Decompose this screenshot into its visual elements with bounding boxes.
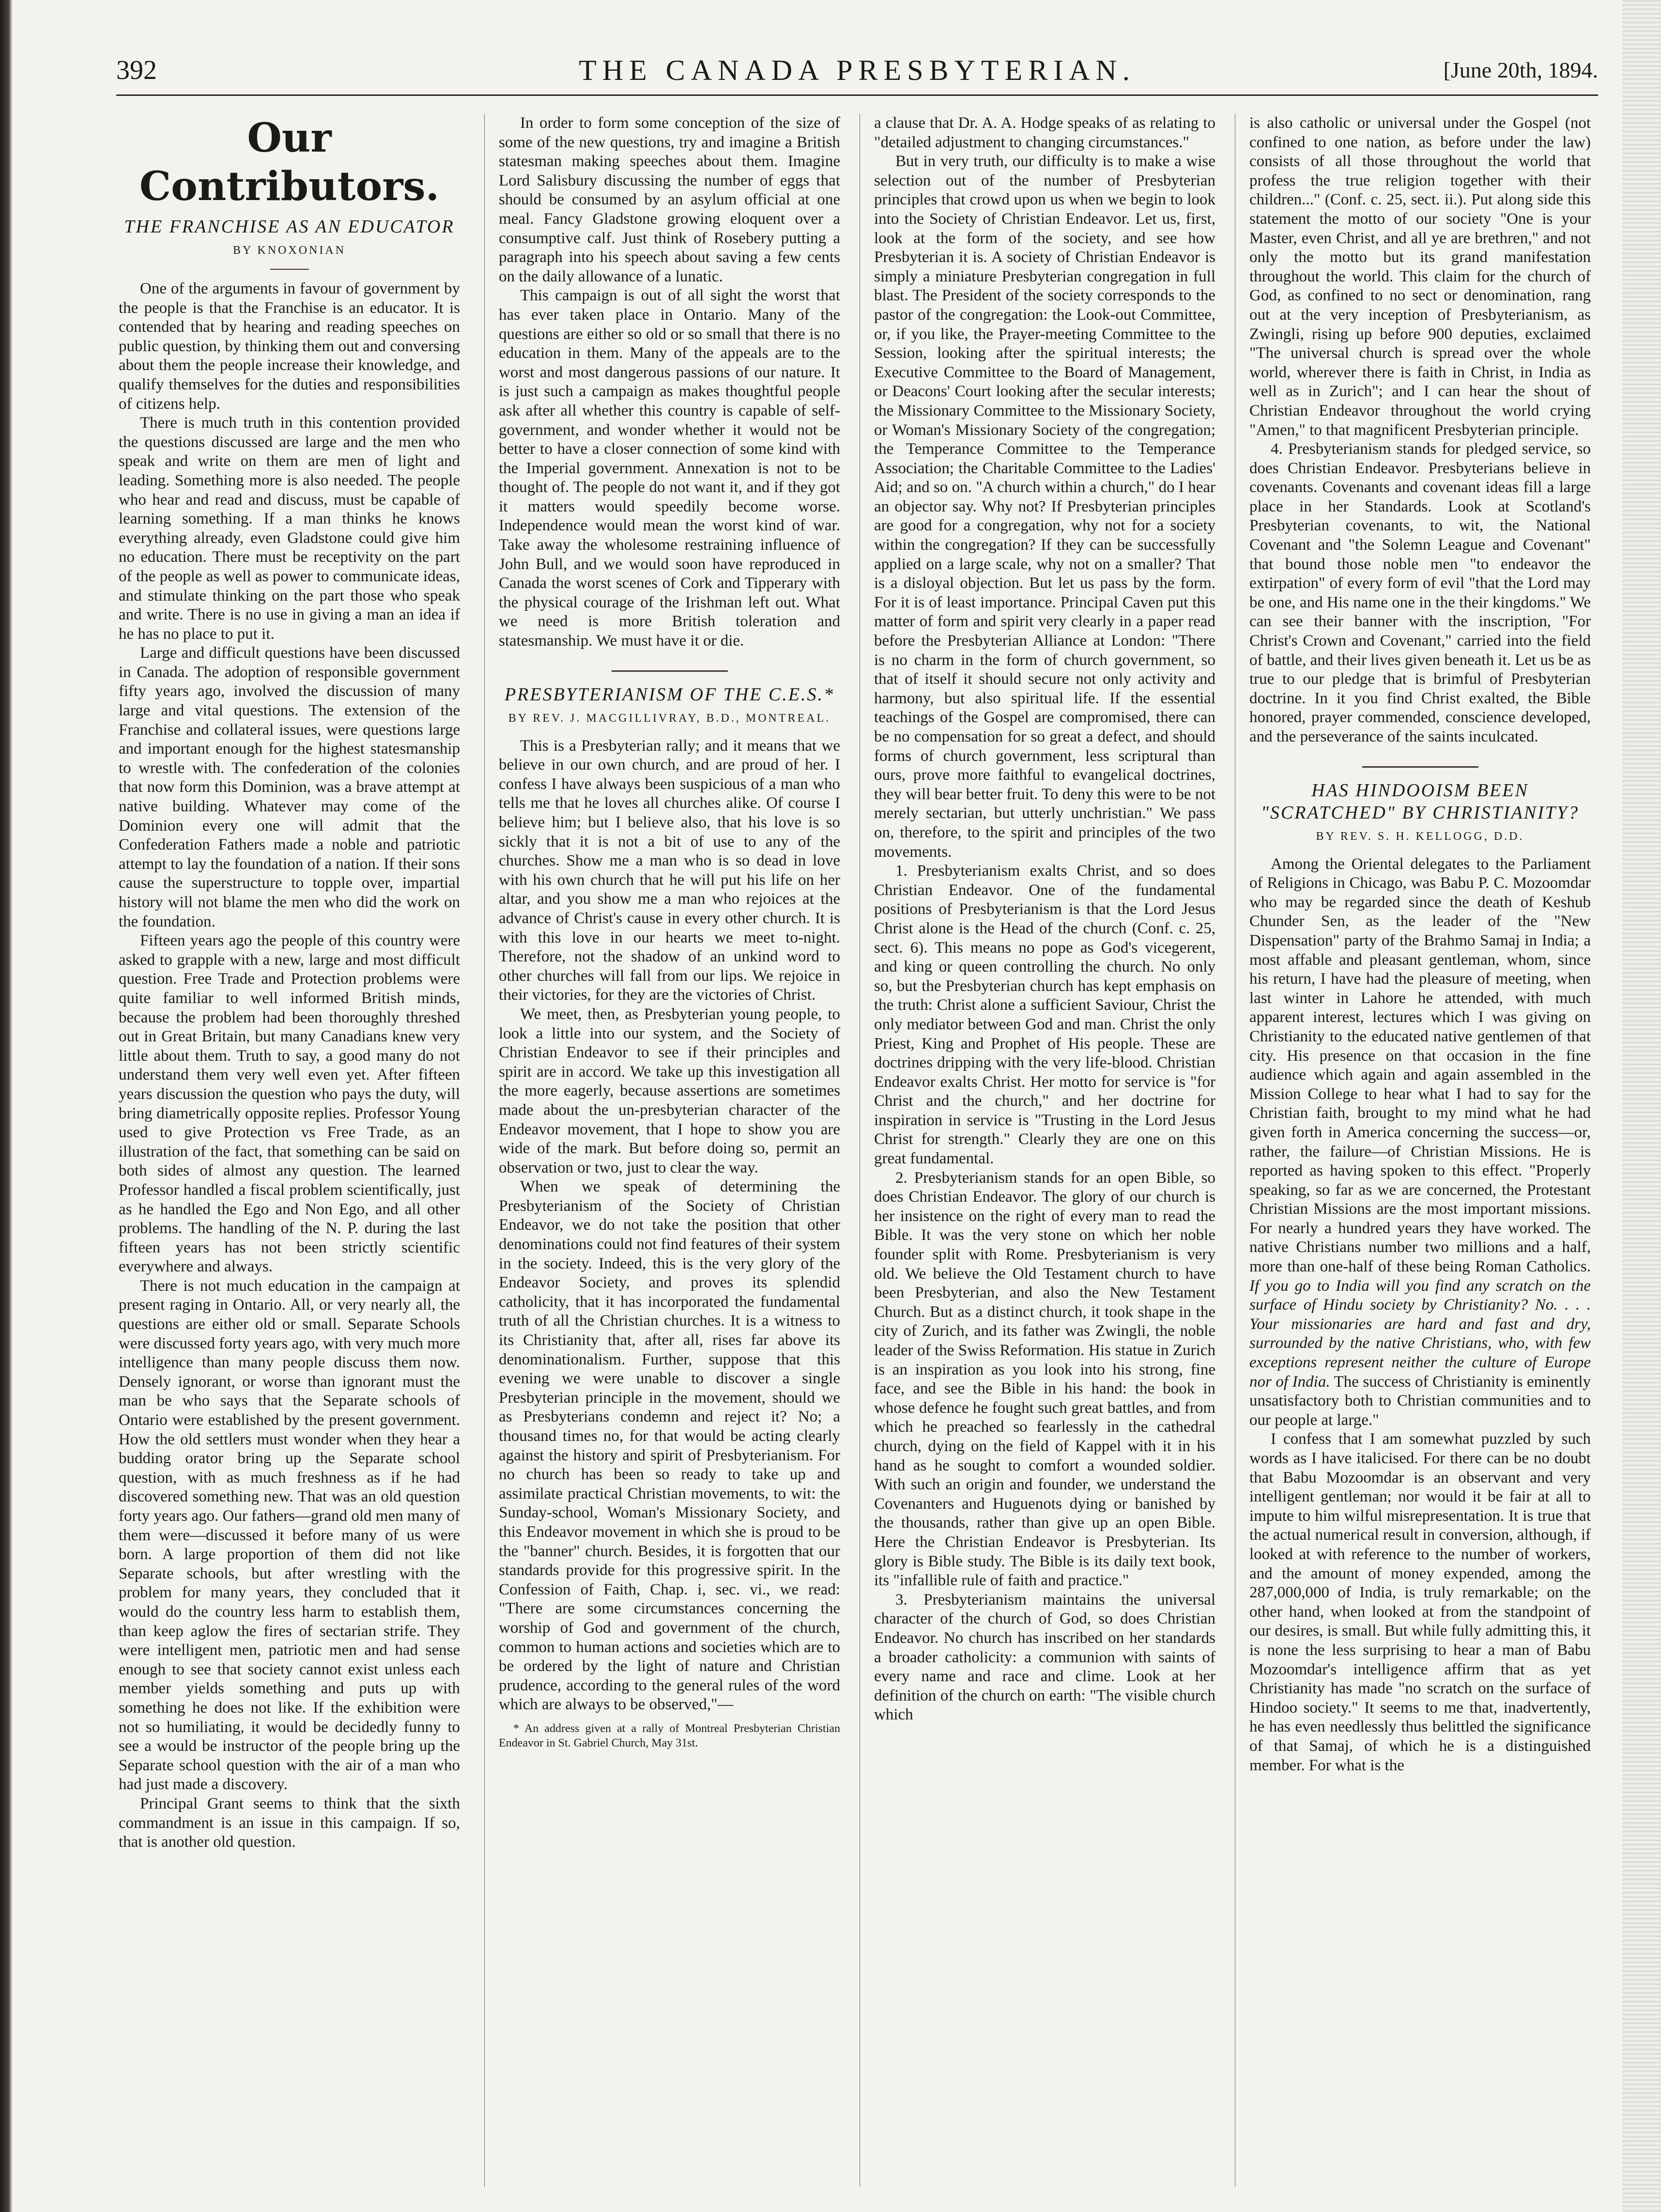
- page-header: [116, 51, 1598, 90]
- scan-edge-artifact: [1622, 0, 1661, 2212]
- column-rule: [484, 114, 485, 2187]
- divider: [1362, 766, 1478, 768]
- paragraph: I confess that I am somewhat puzzled by such words as I have italicised. For there can be no doubt that Babu Mozoomdar is an observant and very intelligent gentleman; nor would it be fair at all to impute to him wilful misrepresentation. It is true that the actual numerical result in conversion, although, if looked at with reference to the number of workers, and the amount of money expended, among the 287,000,000 of India, is truly remarkable; on the other hand, when looked at from the standpoint of our desires, is small. But while fully admitting this, it is none the less surprising to hear a man of Babu Mozoomdar's intelligence affirm that as yet Christianity has made "no scratch on the surface of Hindoo society." It seems to me that, inadvertently, he has even needlessly thus belittled the significance of that Samaj, of which he is a distinguished member. For what is the: [1249, 1430, 1591, 1774]
- journal-title: THE CANADA PRESBYTERIAN.: [579, 54, 1136, 86]
- article-byline: BY REV. J. MACGILLIVRAY, B.D., MONTREAL.: [508, 712, 831, 725]
- footnote: * An address given at a rally of Montreal Presbyterian Christian Endeavor in St. Gabriel Church, May 31st.: [499, 1722, 840, 1749]
- paragraph: a clause that Dr. A. A. Hodge speaks of as relating to "detailed adjustment to changing circumstances.": [874, 114, 1215, 151]
- article-byline: BY REV. S. H. KELLOGG, D.D.: [1316, 830, 1524, 843]
- paragraph: We meet, then, as Presbyterian young people, to look a little into our system, and the Society of Christian Endeavor to see if their principles and spirit are in accord. We take up this investigation all the more eagerly, because assertions are sometimes made about the un-presbyterian character of the Endeavor movement, that I hope to show you are wide of the mark. But before doing so, permit an observation or two, just to clear the way.: [499, 1005, 840, 1176]
- paragraph: [1249, 855, 1591, 1430]
- paragraph: In order to form some conception of the size of some of the new questions, try and imagine a British statesman making speeches about them. Imagine Lord Salisbury discussing the number of eggs that should be consumed by an asylum official at one meal. Fancy Gladstone growing eloquent over a consumptive calf. Just think of Rosebery putting a paragraph into his speech about saving a few cents on the daily allowance of a lunatic.: [499, 114, 840, 285]
- paragraph: There is much truth in this contention provided the questions discussed are large and the men who speak and write on them are men of light and leading. Something more is also needed. The people who hear and read and discuss, must be capable of learning something. If a man thinks he knows everything already, even Gladstone could give him no education. There must be receptivity on the part of the people as well as power to communicate ideas, and stimulate thinking on the part those who speak and write. There is no use in giving a man an idea if he has no place to put it.: [119, 414, 460, 643]
- divider: [270, 269, 309, 270]
- paragraph: One of the arguments in favour of government by the people is that the Franchise is an educator. It is contended that by hearing and reading speeches on public question, by thinking them out and conversing about them the people increase their knowledge, and qualify themselves for the duties and responsibilities of citizens help.: [119, 280, 460, 413]
- article-byline: BY KNOXONIAN: [232, 244, 346, 257]
- paragraph: Large and difficult questions have been discussed in Canada. The adoption of responsible government fifty years ago, involved the discussion of many large and vital questions. The extension of the Franchise and collateral issues, were questions large and important enough for the highest statesmanship to wrestle with. The confederation of the colonies that now form this Dominion, was a brave attempt at native building. Whatever may come of the Dominion every one will admit that the Confederation Fathers made a noble and patriotic attempt to lay the foundation of a nation. If their sons cause the superstructure to topple over, impartial history will not blame the men who did the work on the foundation.: [119, 644, 460, 930]
- text-run: The success of Christianity is eminently unsatisfactory both to Christian communities and to our people at large.": [1249, 1373, 1591, 1429]
- article-title: HAS HINDOOISM BEEN "SCRATCHED" BY CHRISTIANITY?: [1261, 780, 1580, 823]
- issue-date: [June 20th, 1894.: [1443, 58, 1598, 82]
- column-1: [119, 114, 460, 2187]
- header-rule: [116, 94, 1598, 96]
- article-title: PRESBYTERIANISM OF THE C.E.S.*: [504, 684, 835, 705]
- paragraph: 2. Presbyterianism stands for an open Bible, so does Christian Endeavor. The glory of our church is her insistence on the right of every man to read the Bible. It was the very stone on which her noble founder split with Rome. Presbyterianism is very old. We believe the Old Testament church to have been Presbyterian, and also the New Testament Church. But as a distinct church, it took shape in the city of Zurich, and its father was Zwingli, the noble leader of the Swiss Reformation. His statue in Zurich is an inspiration as you look into his strong, fine face, and see the Bible in his hand: the book in whose defence he fought such great battles, and from which he preached so fearlessly in the cathedral church, dying on the field of Kappel with it in his hand as he sought to comfort a wounded soldier. With such an origin and founder, we understand the Covenanters and Huguenots dying or banished by the thousands, rather than give up an open Bible. Here the Christian Endeavor is Presbyterian. Its glory is Bible study. The Bible is its daily text book, its "infallible rule of faith and practice.": [874, 1169, 1215, 1590]
- column-2: [499, 114, 840, 2187]
- page-number: 392: [116, 55, 157, 85]
- article-title: THE FRANCHISE AS AN EDUCATOR: [124, 217, 455, 237]
- paragraph: This is a Presbyterian rally; and it means that we believe in our own church, and are proud of her. I confess I have always been suspicious of a man who tells me that he loves all churches alike. Of course I believe him; but I believe also, that his love is so sickly that it is not a bit of use to any of the churches. Show me a man who is so dead in love with his own church that he will put his life on her altar, and you show me a man who rejoices at the advance of Christ's cause in every other church. It is with this love in our hearts we meet to-night. Therefore, not the shadow of an unkind word to other churches will fall from our lips. We rejoice in their victories, for they are the victories of Christ.: [499, 737, 840, 1004]
- section-heading: Our Contributors.: [139, 115, 440, 210]
- paragraph: This campaign is out of all sight the worst that has ever taken place in Ontario. Many of the questions are either so old or so small that there is no education in them. Many of the appeals are to the worst and most dangerous passions of our nature. It is just such a campaign as makes thoughtful people ask after all whether this country is capable of self-government, and wonder whether it would not be better to have a closer connection of some kind with the Imperial government. Annexation is not to be thought of. The people do not want it, and if they got it matters would speedily become worse. Independence would mean the worst kind of war. Take away the wholesome restraining influence of John Bull, and we would soon have reproduced in Canada the worst scenes of Cork and Tipperary with the physical courage of the Irishman left out. What we need is more British toleration and statesmanship. We must have it or die.: [499, 287, 840, 650]
- divider: [612, 670, 728, 672]
- text-run: Among the Oriental delegates to the Parliament of Religions in Chicago, was Babu P. C. Mozoomdar who may be regarded since the death of Keshub Chunder Sen, as the leader of the "New Dispensation" party of the Brahmo Samaj in India; a most affable and pleasant gentleman, whom, since his return, I have had the pleasure of meeting, when last winter in Lahore he attended, with much apparent interest, lectures which I was giving on Christianity to the educated native gentlemen of that city. His presence on that occasion in the fine audience which again and again assembled in the Mission College to hear what I had to say for the Christian faith, brought to my mind what he had given forth in America concerning the success—or, rather, the failure—of Christian Missions. He is reported as having spoken to this effect. "Properly speaking, so far as we are concerned, the Protestant Christian Missions are the most important missions. For nearly a hundred years they have worked. The native Christians number two millions and a half, more than one-half of these being Roman Catholics.: [1249, 855, 1591, 1276]
- paragraph: 4. Presbyterianism stands for pledged service, so does Christian Endeavor. Presbyterians believe in covenants. Covenants and covenant ideas fill a large place in her Standards. Look at Scotland's Presbyterian covenants, to wit, the National Covenant and "the Solemn League and Covenant" that bound those noble men "to endeavor the extirpation" of every form of evil "that the Lord may be one, and His name one in the their kingdoms." We can see their banner with the inscription, "For Christ's Crown and Covenant," carried into the field of battle, and their lives given beneath it. Let us be as true to our pledge that is brimful of Presbyterian doctrine. In it you find Christ exalted, the Bible honored, prayer commended, conscience developed, and the perseverance of the saints inculcated.: [1249, 440, 1591, 745]
- paragraph: Fifteen years ago the people of this country were asked to grapple with a new, large and most difficult question. Free Trade and Protection problems were quite familiar to well informed British minds, because the problem had been thoroughly threshed out in Great Britain, but many Canadians knew very little about them. Truth to say, a good many do not understand them very well even yet. After fifteen years discussion the question who pays the duty, will bring diametrically opposite replies. Professor Young used to give Protection vs Free Trade, as an illustration of the fact, that something can be said on both sides of almost any question. The learned Professor handled a fiscal problem scientifically, just as he handled the Ego and Non Ego, and all other problems. The handling of the N. P. during the last fifteen years has not been strictly scientific everywhere and always.: [119, 932, 460, 1276]
- paragraph: 1. Presbyterianism exalts Christ, and so does Christian Endeavor. One of the fundamental positions of Presbyterianism is that the Lord Jesus Christ alone is the Head of the church (Conf. c. 25, sect. 6). This means no pope as God's vicegerent, and king or queen controlling the church. No only so, but the Presbyterian church has kept emphasis on the truth: Christ alone a sufficient Saviour, Christ the only mediator between God and man. Christ the only Priest, King and Prophet of His people. These are doctrines dripping with the very life-blood. Christian Endeavor exalts Christ. Her motto for service is "for Christ and the church," and her doctrine for inspiration in service is "Trusting in the Lord Jesus Christ for strength." Clearly they are one on this great fundamental.: [874, 862, 1215, 1168]
- paragraph: Principal Grant seems to think that the sixth commandment is an issue in this campaign. If so, that is another old question.: [119, 1794, 460, 1851]
- paragraph: There is not much education in the campaign at present raging in Ontario. All, or very nearly all, the questions are either old or small. Separate Schools were discussed forty years ago, with very much more intelligence than many people discuss them now. Densely ignorant, or worse than ignorant must the man be who says that the Separate schools of Ontario were established by the present government. How the old settlers must wonder when they hear a budding orator bring up the Separate school question, with as much freshness as if he had discovered something new. That was an old question forty years ago. Our fathers—grand old men many of them were—discussed it before many of us were born. A large proportion of them did not like Separate schools, but after wrestling with the problem for many years, they concluded that it would do the country less harm to establish them, than keep aglow the fires of sectarian strife. They were intelligent men, patriotic men and had sense enough to see that society cannot exist unless each member yields something and puts up with something he does not like. If the exhibition were not so humiliating, it would be decidedly funny to see a would be instructor of the people bring up the Separate school question with the air of a man who had just made a discovery.: [119, 1277, 460, 1794]
- paragraph: When we speak of determining the Presbyterianism of the Society of Christian Endeavor, we do not take the position that other denominations could not find features of their system in the society. Indeed, this is the very glory of the Endeavor Society, and proves its splendid catholicity, that it has incorporated the fundamental truth of all the Christian churches. It is a witness to its Christianity that, after all, rises far above its denominationalism. Further, suppose that this evening we were unable to discover a single Presbyterian principle in the movement, should we as Presbyterians condemn and reject it? No; a thousand times no, for that would be acting clearly against the history and spirit of Presbyterianism. For no church has been so ready to take up and assimilate practical Christian movements, to wit: the Sunday-school, Woman's Missionary Society, and this Endeavor movement in which she is proud to be the "banner" church. Besides, it is forgotten that our standards provide for this progressive spirit. In the Confession of Faith, Chap. i, sec. vi., we read: "There are some circumstances concerning the worship of God and government of the church, common to human actions and societies which are to be ordered by the light of nature and Christian prudence, according to the general rules of the word which are always to be observed,"—: [499, 1178, 840, 1714]
- paragraph: But in very truth, our difficulty is to make a wise selection out of the number of Presbyterian principles that crowd upon us when we begin to look into the Society of Christian Endeavor. Let us, first, look at the form of the society, and see how Presbyterian it is. A society of Christian Endeavor is simply a miniature Presbyterian congregation in full blast. The President of the society corresponds to the pastor of the congregation: the Look-out Committee, or, if you like, the Prayer-meeting Committee to the Session, looking after the spiritual interests; the Executive Committee to the Board of Management, or Deacons' Court looking after the secular interests; the Missionary Committee to the Missionary Society, or Woman's Missionary Society of the congregation; the Temperance Committee to the Temperance Association; the Charitable Committee to the Ladies' Aid; and so on. "A church within a church," do I hear an objector say. Why not? If Presbyterian principles are good for a congregation, why not for a society within the congregation? If they can be successfully applied on a large scale, why not on a smaller? That is a disloyal objection. But let us pass by the form. For it is of least importance. Principal Caven put this matter of form and spirit very clearly in a paper read before the Presbyterian Alliance at London: "There is no charm in the form of church government, so that of itself it should secure not only activity and harmony, but also spiritual life. If the essential teachings of the Gospel are compromised, there can be no compensation for so great a defect, and should forms of church government, less scriptural than ours, prove more faithful to evangelical doctrines, they will bear better fruit. To deny this were to be not merely sectarian, but utterly unchristian." We pass on, therefore, to the spirit and principles of the two movements.: [874, 153, 1215, 861]
- paragraph: is also catholic or universal under the Gospel (not confined to one nation, as before under the law) consists of all those throughout the world that profess the true religion together with their children..." (Conf. c. 25, sect. ii.). Put along side this statement the motto of our society "One is your Master, even Christ, and all ye are brethren," and not only the motto but its grand manifestation throughout the world. This claim for the church of God, as confined to no sect or denomination, rang out at the very inception of Presbyterianism, as Zwingli, rising up before 900 deputies, exclaimed "The universal church is spread over the whole world, wherever there is faith in Christ, in India as well as in Zurich"; and I can hear the shout of Christian Endeavor throughout the world crying "Amen," to that magnificent Presbyterian principle.: [1249, 114, 1591, 439]
- column-3: [874, 114, 1215, 2187]
- column-4: [1249, 114, 1591, 2187]
- page-binding-edge: [0, 0, 13, 2212]
- italic-quote: If you go to India will you find any scratch on the surface of Hindu society by Christianity? No. . . . Your missionaries are hard and fast and dry, surrounded by the native Christians, who, with few exceptions represent neither the culture of Europe nor of India.: [1249, 1277, 1591, 1391]
- paragraph: 3. Presbyterianism maintains the universal character of the church of God, so does Christian Endeavor. No church has inscribed on her standards a broader catholicity: a communion with saints of every name and race and clime. Look at her definition of the church on earth: "The visible church which: [874, 1591, 1215, 1724]
